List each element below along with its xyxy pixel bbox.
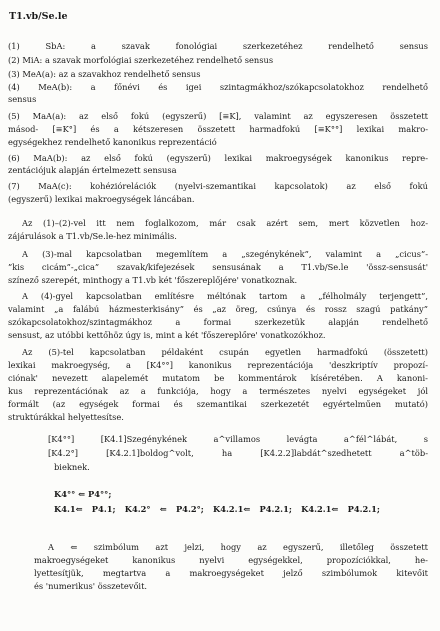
paragraph-line: makroegységeket kanonikus nyelvi egységekkel, propozíciókkal, he- bbox=[34, 555, 428, 565]
paragraph-line: lexikai makroegység, a [K4°°] kanonikus reprezentációja 'deszkriptív propozí- bbox=[8, 360, 428, 370]
definition-line: (3) MeA(a): az a szavakhoz rendelhető sensus bbox=[8, 69, 201, 79]
example-line: [K4.2°] [K4.2.1]boldog^volt, ha [K4.2.2]labdát^szedhetett a^töb- bbox=[48, 448, 428, 458]
definition-line: (2) MiA: a szavak morfológiai szerkezetéhez rendelhető sensus bbox=[8, 55, 274, 65]
definition-line: egységekhez rendelhető kanonikus reprezentáció bbox=[8, 137, 217, 147]
paragraph-line: és 'numerikus' összetevőit. bbox=[34, 581, 148, 591]
definition-line: (1) SbA: a szavak fonológiai szerkezetéhez rendelhető sensus bbox=[8, 41, 428, 51]
paragraph-line: ”kis cicám”-„cica” szavak/kifejezések sensusának a T1.vb/Se.le 'össz-sensusát' bbox=[8, 262, 428, 272]
definition-line: (4) MeA(b): a főnévi és igei szintagmákhoz/szókapcsolatokhoz rendelhető bbox=[8, 82, 428, 92]
document-heading: T1.vb/Se.le bbox=[9, 11, 68, 22]
definition-line: sensus bbox=[8, 94, 37, 104]
formula-line: K4°° ⇐ P4°°; bbox=[54, 489, 112, 499]
paragraph-line: lyettesítjük, megtartva a makroegységeket jelző szimbólumok kitevőit bbox=[34, 568, 428, 578]
example-line: [K4°°] [K4.1]Szegénykének a^villamos levágta a^fél^lábát, s bbox=[48, 434, 428, 444]
formula-line: K4.1⇐ P4.1; K4.2° ⇐ P4.2°; K4.2.1⇐ P4.2.1; K4.2.1⇐ P4.2.1; bbox=[54, 504, 380, 514]
definition-line: (7) MaA(c): kohéziórelációk (nyelvi-szemantikai kapcsolatok) az első fokú bbox=[8, 181, 428, 191]
definition-line: zentációjuk alapján értelmezett sensusa bbox=[8, 165, 177, 175]
definition-line: (egyszerű) lexikai makroegységek láncában. bbox=[8, 194, 195, 204]
paragraph-line: A (4)-gyel kapcsolatban említésre méltónak tartom a „félholmály terjengett”, bbox=[22, 291, 428, 301]
paragraph-line: A ⇐ szimbólum azt jelzi, hogy az egyszerű, illetőleg összetett bbox=[48, 542, 428, 552]
paragraph-line: Az (5)-tel kapcsolatban példaként csupán egyetlen harmadfokú (összetett) bbox=[22, 347, 428, 357]
paragraph-line: zájárulások a T1.vb/Se.le-hez minimális. bbox=[8, 231, 177, 241]
paragraph-line: formált (az egységek formai és szemantikai szerkezetét egyértelműen mutató) bbox=[8, 399, 428, 409]
definition-line: (6) MaA(b): az első fokú (egyszerű) lexikai makroegységek kanonikus repre- bbox=[8, 153, 428, 163]
paragraph-line: sensust, az utóbbi kettőhöz úgy is, mint a két 'főszereplőre' vonatkozókhoz. bbox=[8, 330, 326, 340]
paragraph-line: ciónak' nevezett alapelemét mutatom be kommentárok kíséretében. A kanoni- bbox=[8, 373, 428, 383]
definition-line: (5) MaA(a): az első fokú (egyszerű) [≡K], valamint az egyszeresen összetett bbox=[8, 111, 428, 121]
paragraph-line: A (3)-mal kapcsolatban megemlítem a „szegénykének”, valamint a „cicus”- bbox=[22, 249, 428, 259]
paragraph-line: kus reprezentációnak az a funkciója, hogy a természetes nyelvi egységeket jól bbox=[8, 386, 428, 396]
paragraph-line: színező szerepét, minthogy a T1.vb két 'főszereplőjére' vonatkoznak. bbox=[8, 275, 298, 285]
paragraph-line: struktúrákkal helyettesítse. bbox=[8, 412, 124, 422]
paragraph-line: Az (1)–(2)-vel itt nem foglalkozom, már csak azért sem, mert közvetlen hoz- bbox=[22, 218, 428, 228]
example-line: bieknek. bbox=[54, 462, 90, 472]
paragraph-line: szókapcsolatokhoz/szintagmákhoz a formai szerkezetük alapján rendelhető bbox=[8, 317, 428, 327]
definition-line: másod- [≡K°] és a kétszeresen összetett harmadfokú [≡K°°] lexikai makro- bbox=[8, 124, 428, 134]
paragraph-line: valamint „a falábú házmesterkisány” és „az öreg, csúnya és rossz szagú patkány” bbox=[8, 304, 428, 314]
